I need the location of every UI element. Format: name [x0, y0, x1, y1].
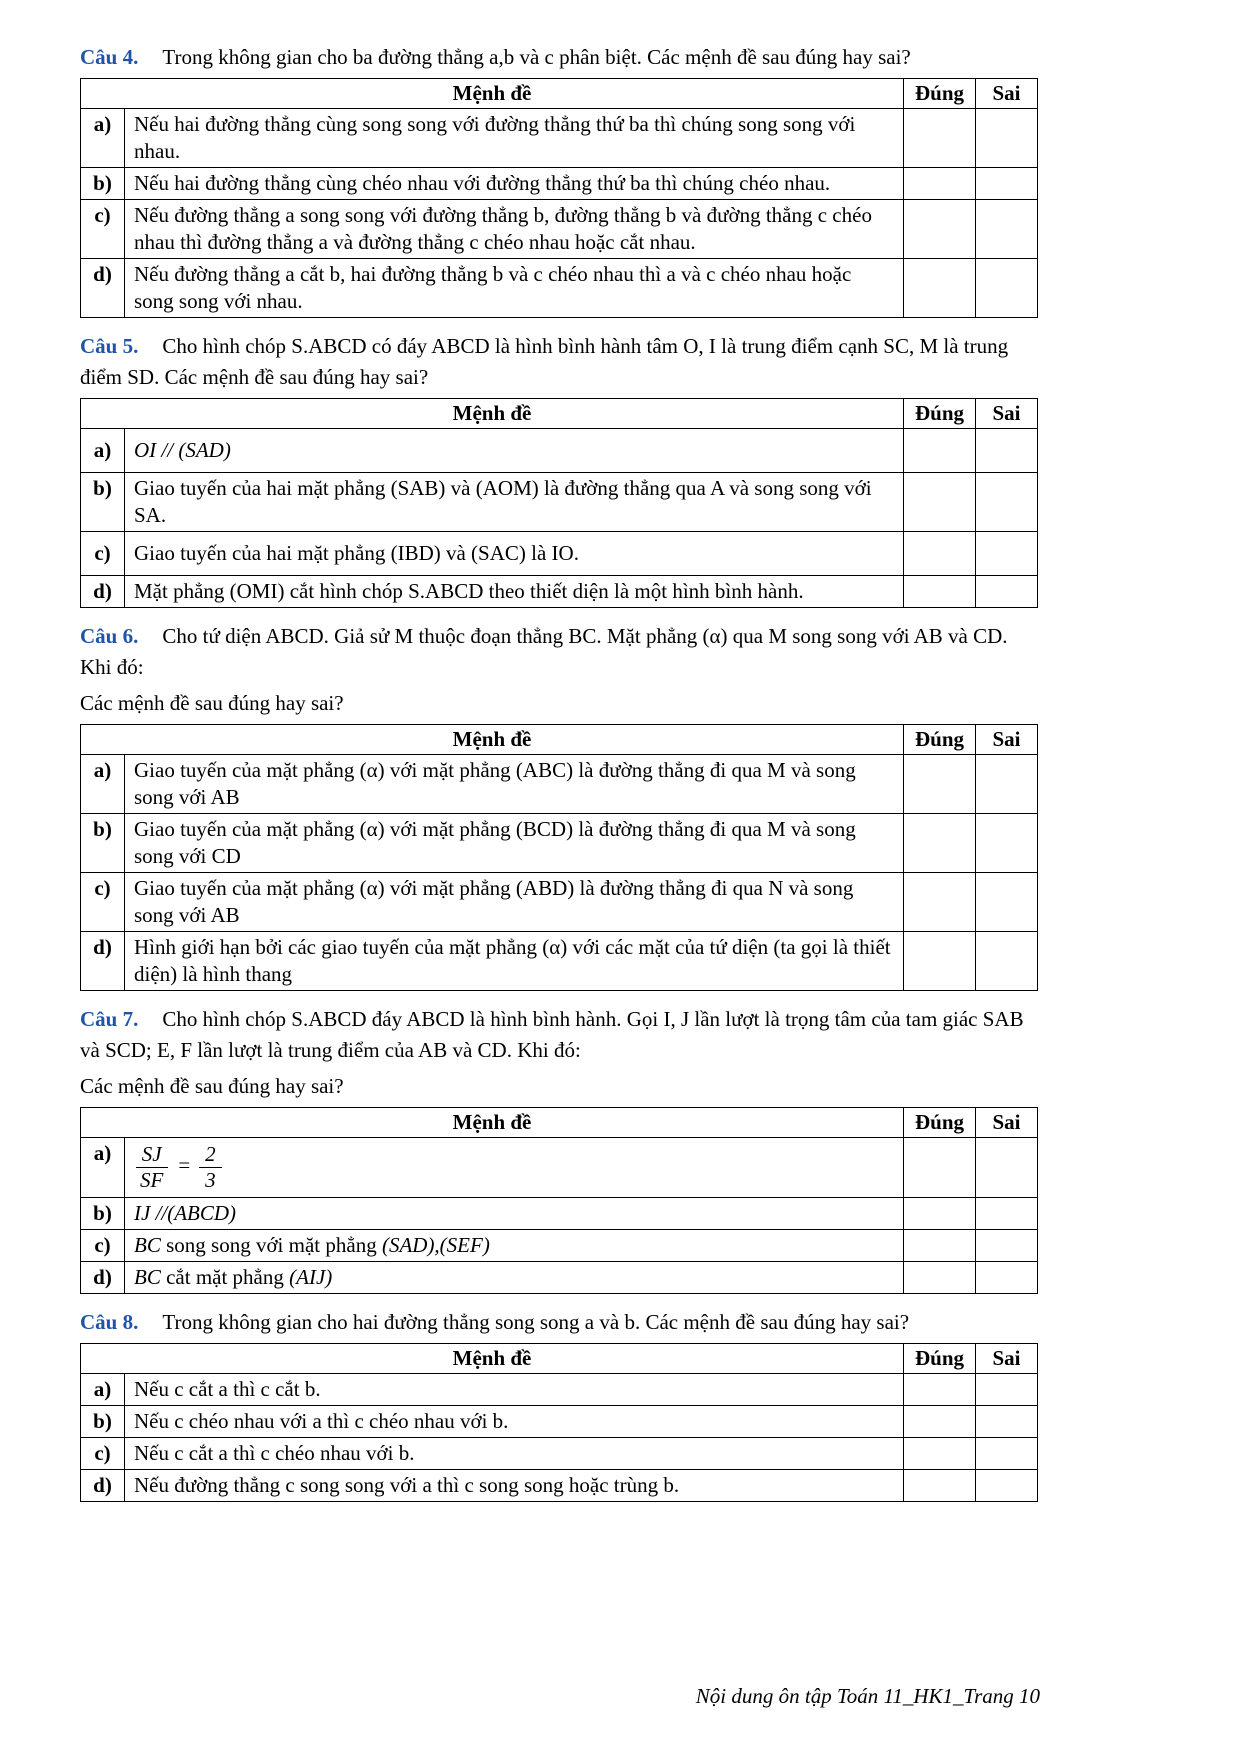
sai-answer-cell[interactable] — [976, 873, 1038, 932]
dung-answer-cell[interactable] — [904, 1138, 976, 1198]
math-segment: BC — [134, 1265, 161, 1289]
statement-cell: Giao tuyến của mặt phẳng (α) với mặt phẳng (BCD) là đường thẳng đi qua M và song song với CD — [125, 814, 904, 873]
fraction-numerator: SJ — [136, 1142, 168, 1168]
header-sai: Sai — [976, 79, 1038, 109]
row-key: d) — [81, 259, 125, 318]
header-dung: Đúng — [904, 79, 976, 109]
row-key: b) — [81, 814, 125, 873]
sai-answer-cell[interactable] — [976, 1138, 1038, 1198]
row-key: c) — [81, 532, 125, 576]
statement-cell: Mặt phẳng (OMI) cắt hình chóp S.ABCD theo thiết diện là một hình bình hành. — [125, 576, 904, 608]
table-header-row — [81, 1344, 1038, 1374]
header-sai: Sai — [976, 1108, 1038, 1138]
header-statement: Mệnh đề — [81, 1108, 904, 1138]
statement-cell: Nếu hai đường thẳng cùng chéo nhau với đường thẳng thứ ba thì chúng chéo nhau. — [125, 168, 904, 200]
question-8-intro — [80, 1307, 1038, 1338]
row-key: d) — [81, 576, 125, 608]
table-header-row — [81, 725, 1038, 755]
table-row — [81, 532, 1038, 576]
statement-cell: Nếu c cắt a thì c chéo nhau với b. — [125, 1438, 904, 1470]
table-row — [81, 1406, 1038, 1438]
question-4-section — [80, 42, 1038, 318]
sai-answer-cell[interactable] — [976, 429, 1038, 473]
table-row — [81, 1438, 1038, 1470]
fraction-denominator: 3 — [205, 1168, 216, 1192]
dung-answer-cell[interactable] — [904, 755, 976, 814]
row-key: a) — [81, 429, 125, 473]
statement-cell: Nếu đường thẳng a cắt b, hai đường thẳng b và c chéo nhau thì a và c chéo nhau hoặc song song với nhau. — [125, 259, 904, 318]
equals-sign: = — [178, 1153, 191, 1178]
table-row — [81, 168, 1038, 200]
statement-cell: Giao tuyến của hai mặt phẳng (SAB) và (AOM) là đường thẳng qua A và song song với SA. — [125, 473, 904, 532]
table-row — [81, 1374, 1038, 1406]
dung-answer-cell[interactable] — [904, 429, 976, 473]
sai-answer-cell[interactable] — [976, 755, 1038, 814]
row-key: b) — [81, 473, 125, 532]
math-segment: (SAD),(SEF) — [381, 1233, 490, 1257]
question-6-label: Câu 6. — [80, 624, 139, 648]
text-segment: cắt mặt phẳng — [160, 1265, 290, 1289]
statement-cell: Giao tuyến của hai mặt phẳng (IBD) và (SAC) là IO. — [125, 532, 904, 576]
question-5-text: Cho hình chóp S.ABCD có đáy ABCD là hình bình hành tâm O, I là trung điểm cạnh SC, M là trung điểm SD. Các mệnh đề sau đúng hay sai? — [80, 334, 1009, 389]
header-statement: Mệnh đề — [81, 1344, 904, 1374]
row-key: a) — [81, 109, 125, 168]
fraction-numerator: 2 — [199, 1142, 222, 1168]
sai-answer-cell[interactable] — [976, 168, 1038, 200]
dung-answer-cell[interactable] — [904, 1470, 976, 1502]
statement-cell: Giao tuyến của mặt phẳng (α) với mặt phẳng (ABD) là đường thẳng đi qua N và song song với AB — [125, 873, 904, 932]
statement-cell — [125, 1230, 904, 1262]
table-row — [81, 1262, 1038, 1294]
sai-answer-cell[interactable] — [976, 1230, 1038, 1262]
table-row — [81, 873, 1038, 932]
question-5-label: Câu 5. — [80, 334, 139, 358]
header-dung: Đúng — [904, 399, 976, 429]
question-6-text: Cho tứ diện ABCD. Giả sử M thuộc đoạn thẳng BC. Mặt phẳng (α) qua M song song với AB và CD. Khi đó: — [80, 624, 1008, 679]
dung-answer-cell[interactable] — [904, 200, 976, 259]
sai-answer-cell[interactable] — [976, 1198, 1038, 1230]
dung-answer-cell[interactable] — [904, 168, 976, 200]
dung-answer-cell[interactable] — [904, 259, 976, 318]
row-key: c) — [81, 1230, 125, 1262]
question-7-section — [80, 1004, 1038, 1294]
header-statement: Mệnh đề — [81, 79, 904, 109]
question-5-table — [80, 398, 1038, 608]
table-row — [81, 1198, 1038, 1230]
question-6-table — [80, 724, 1038, 991]
question-6-section — [80, 621, 1038, 991]
question-4-label: Câu 4. — [80, 45, 139, 69]
table-row — [81, 1230, 1038, 1262]
statement-cell: IJ //(ABCD) — [125, 1198, 904, 1230]
sai-answer-cell[interactable] — [976, 109, 1038, 168]
row-key: b) — [81, 1198, 125, 1230]
dung-answer-cell[interactable] — [904, 473, 976, 532]
question-8-section — [80, 1307, 1038, 1502]
table-row — [81, 932, 1038, 991]
table-row — [81, 576, 1038, 608]
sai-answer-cell[interactable] — [976, 1374, 1038, 1406]
table-row — [81, 473, 1038, 532]
sai-answer-cell[interactable] — [976, 576, 1038, 608]
dung-answer-cell[interactable] — [904, 576, 976, 608]
header-statement: Mệnh đề — [81, 399, 904, 429]
row-key: c) — [81, 1438, 125, 1470]
header-dung: Đúng — [904, 1108, 976, 1138]
statement-cell: Nếu hai đường thẳng cùng song song với đường thẳng thứ ba thì chúng song song với nhau. — [125, 109, 904, 168]
row-key: c) — [81, 200, 125, 259]
statement-cell — [125, 1138, 904, 1198]
header-dung: Đúng — [904, 725, 976, 755]
table-row — [81, 814, 1038, 873]
question-6-prompt: Các mệnh đề sau đúng hay sai? — [80, 691, 344, 715]
sai-answer-cell[interactable] — [976, 932, 1038, 991]
fraction-denominator: SF — [140, 1168, 164, 1192]
question-7-table — [80, 1107, 1038, 1294]
question-4-text: Trong không gian cho ba đường thẳng a,b và c phân biệt. Các mệnh đề sau đúng hay sai? — [162, 45, 911, 69]
text-segment: song song với mặt phẳng — [160, 1233, 382, 1257]
dung-answer-cell[interactable] — [904, 1374, 976, 1406]
question-7-label: Câu 7. — [80, 1007, 139, 1031]
question-5-intro — [80, 331, 1038, 393]
dung-answer-cell[interactable] — [904, 932, 976, 991]
row-key: b) — [81, 168, 125, 200]
sai-answer-cell[interactable] — [976, 1406, 1038, 1438]
statement-cell: OI // (SAD) — [125, 429, 904, 473]
sai-answer-cell[interactable] — [976, 1470, 1038, 1502]
row-key: d) — [81, 932, 125, 991]
statement-cell: Hình giới hạn bởi các giao tuyến của mặt phẳng (α) với các mặt của tứ diện (ta gọi là thiết diện) là hình thang — [125, 932, 904, 991]
question-7-intro — [80, 1004, 1038, 1066]
question-7-prompt: Các mệnh đề sau đúng hay sai? — [80, 1074, 344, 1098]
row-key: b) — [81, 1406, 125, 1438]
dung-answer-cell[interactable] — [904, 1406, 976, 1438]
sai-answer-cell[interactable] — [976, 200, 1038, 259]
dung-answer-cell[interactable] — [904, 1198, 976, 1230]
table-header-row — [81, 399, 1038, 429]
statement-cell: Nếu đường thẳng c song song với a thì c song song hoặc trùng b. — [125, 1470, 904, 1502]
table-row — [81, 429, 1038, 473]
statement-cell — [125, 1262, 904, 1294]
row-key: d) — [81, 1262, 125, 1294]
sai-answer-cell[interactable] — [976, 814, 1038, 873]
header-statement: Mệnh đề — [81, 725, 904, 755]
statement-cell: Giao tuyến của mặt phẳng (α) với mặt phẳng (ABC) là đường thẳng đi qua M và song song với AB — [125, 755, 904, 814]
header-sai: Sai — [976, 1344, 1038, 1374]
math-segment: BC — [134, 1233, 161, 1257]
fraction-sj-sf — [134, 1140, 169, 1195]
statement-cell: Nếu đường thẳng a song song với đường thẳng b, đường thẳng b và đường thẳng c chéo nhau thì đường thẳng a và đường thẳng c chéo nhau hoặc cắt nhau. — [125, 200, 904, 259]
row-key: a) — [81, 755, 125, 814]
row-key: a) — [81, 1138, 125, 1198]
question-8-label: Câu 8. — [80, 1310, 139, 1334]
dung-answer-cell[interactable] — [904, 1230, 976, 1262]
row-key: a) — [81, 1374, 125, 1406]
fraction-two-thirds — [199, 1140, 222, 1195]
statement-cell: Nếu c chéo nhau với a thì c chéo nhau với b. — [125, 1406, 904, 1438]
row-key: d) — [81, 1470, 125, 1502]
sai-answer-cell[interactable] — [976, 532, 1038, 576]
question-5-section — [80, 331, 1038, 608]
question-4-intro — [80, 42, 1038, 73]
table-row — [81, 755, 1038, 814]
dung-answer-cell[interactable] — [904, 814, 976, 873]
sai-answer-cell[interactable] — [976, 1262, 1038, 1294]
table-header-row — [81, 79, 1038, 109]
table-row — [81, 259, 1038, 318]
row-key: c) — [81, 873, 125, 932]
question-8-text: Trong không gian cho hai đường thẳng song song a và b. Các mệnh đề sau đúng hay sai? — [162, 1310, 910, 1334]
question-7-text: Cho hình chóp S.ABCD đáy ABCD là hình bình hành. Gọi I, J lần lượt là trọng tâm của tam giác SAB và SCD; E, F lần lượt là trung điểm của AB và CD. Khi đó: — [80, 1007, 1024, 1062]
header-dung: Đúng — [904, 1344, 976, 1374]
dung-answer-cell[interactable] — [904, 1262, 976, 1294]
dung-answer-cell[interactable] — [904, 109, 976, 168]
sai-answer-cell[interactable] — [976, 1438, 1038, 1470]
question-4-table — [80, 78, 1038, 318]
math-segment: (AIJ) — [289, 1265, 333, 1289]
table-row — [81, 109, 1038, 168]
dung-answer-cell[interactable] — [904, 873, 976, 932]
question-8-table — [80, 1343, 1038, 1502]
page-footer: Nội dung ôn tập Toán 11_HK1_Trang 10 — [695, 1684, 1040, 1708]
table-row — [81, 1138, 1038, 1198]
table-row — [81, 200, 1038, 259]
header-sai: Sai — [976, 399, 1038, 429]
table-row — [81, 1470, 1038, 1502]
dung-answer-cell[interactable] — [904, 1438, 976, 1470]
table-header-row — [81, 1108, 1038, 1138]
dung-answer-cell[interactable] — [904, 532, 976, 576]
question-6-intro — [80, 621, 1038, 683]
sai-answer-cell[interactable] — [976, 259, 1038, 318]
sai-answer-cell[interactable] — [976, 473, 1038, 532]
statement-cell: Nếu c cắt a thì c cắt b. — [125, 1374, 904, 1406]
header-sai: Sai — [976, 725, 1038, 755]
